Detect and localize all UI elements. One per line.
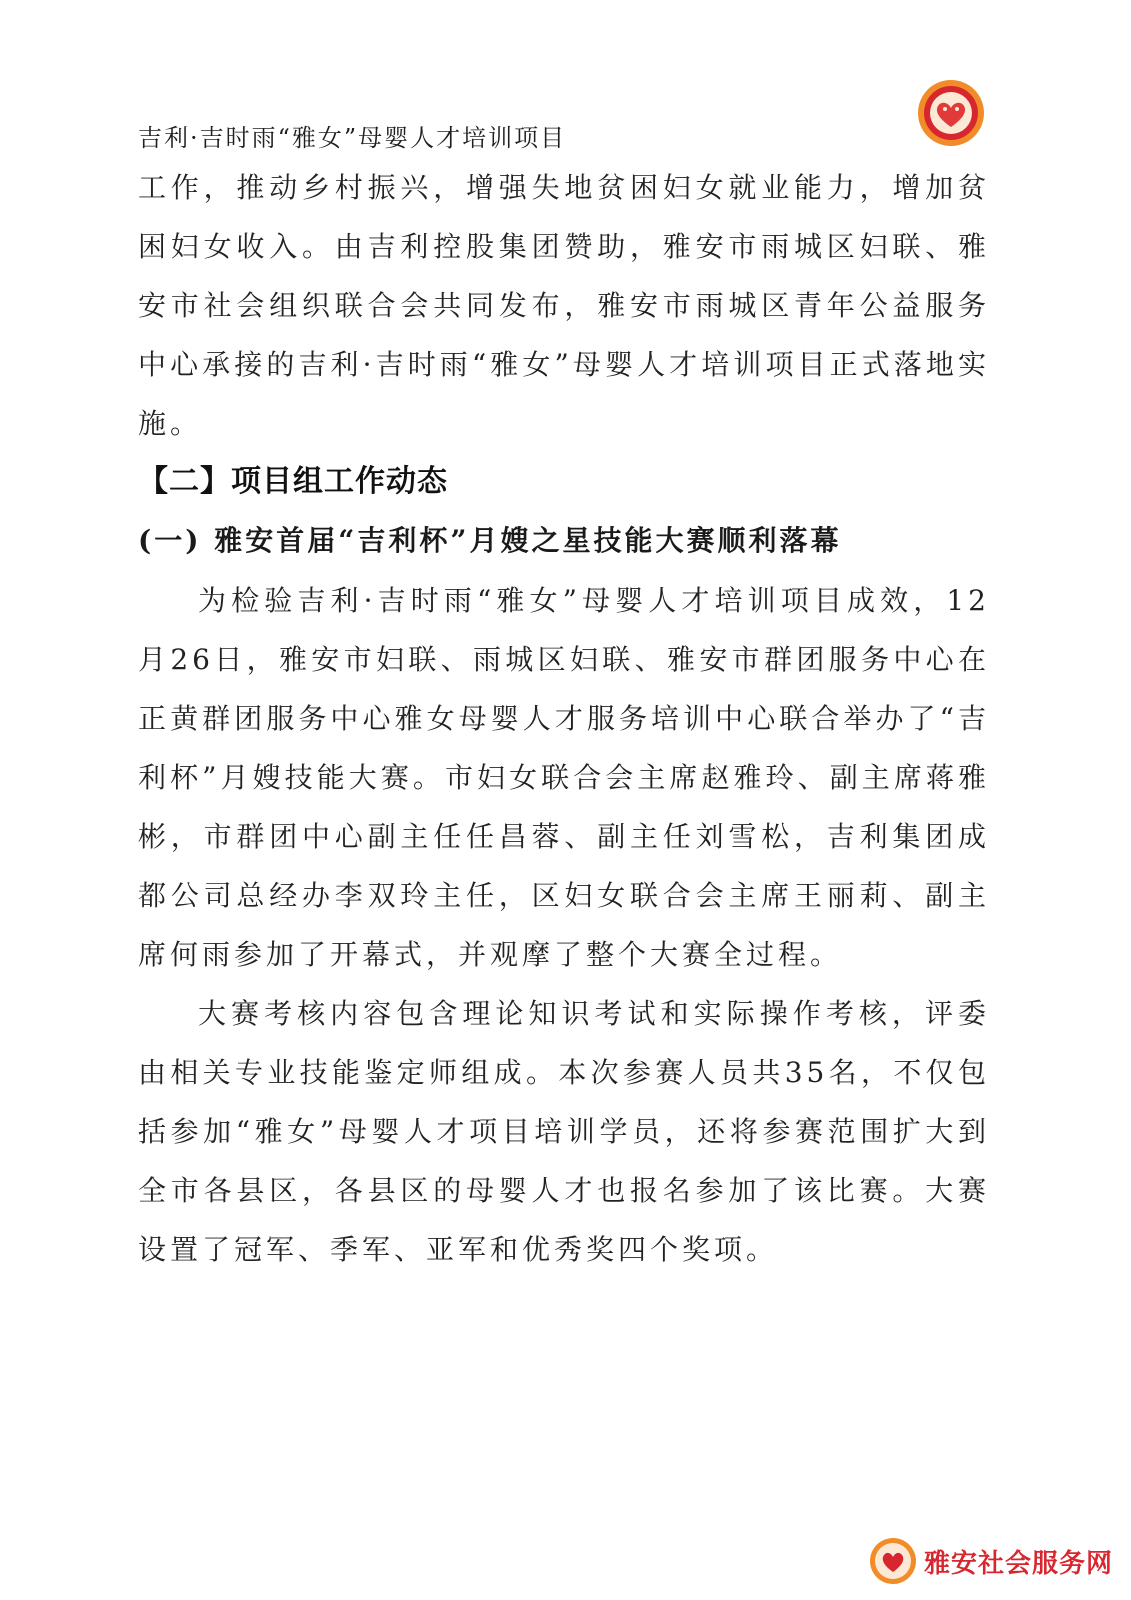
heart-emblem-icon (916, 78, 986, 148)
document-header: 吉利·吉时雨“雅女”母婴人才培训项目 (138, 124, 567, 152)
section-heading: 【二】项目组工作动态 (138, 464, 448, 499)
footer-heart-logo-icon (868, 1536, 918, 1586)
footer-brand-name: 雅安社会服务网 (923, 1548, 1113, 1579)
subsection-heading: (一) 雅安首届“吉利杯”月嫂之星技能大赛顺利落幕 (138, 524, 842, 557)
body-paragraph-assessment: 大赛考核内容包含理论知识考试和实际操作考核，评委由相关专业技能鉴定师组成。本次参赛人员共35名，不仅包括参加“雅女”母婴人才项目培训学员，还将参赛范围扩大到全市各县区，各县区的母婴人才也报名参加了该比赛。大赛设置了冠军、季军、亚军和优秀奖四个奖项。 (138, 997, 990, 1266)
document-body (138, 158, 990, 1279)
body-paragraph-event: 为检验吉利·吉时雨“雅女”母婴人才培训项目成效，12月26日，雅安市妇联、雨城区妇联、雅安市群团服务中心在正黄群团服务中心雅女母婴人才服务培训中心联合举办了“吉利杯”月嫂技能大赛。市妇女联合会主席赵雅玲、副主席蒋雅彬，市群团中心副主任任昌蓉、副主任刘雪松，吉利集团成都公司总经办李双玲主任，区妇女联合会主席王丽莉、副主席何雨参加了开幕式，并观摩了整个大赛全过程。 (138, 584, 990, 971)
footer-brand (868, 1536, 1113, 1586)
intro-paragraph: 工作，推动乡村振兴，增强失地贫困妇女就业能力，增加贫困妇女收入。由吉利控股集团赞助，雅安市雨城区妇联、雅安市社会组织联合会共同发布，雅安市雨城区青年公益服务中心承接的吉利·吉时雨“雅女”母婴人才培训项目正式落地实施。 (138, 171, 990, 440)
